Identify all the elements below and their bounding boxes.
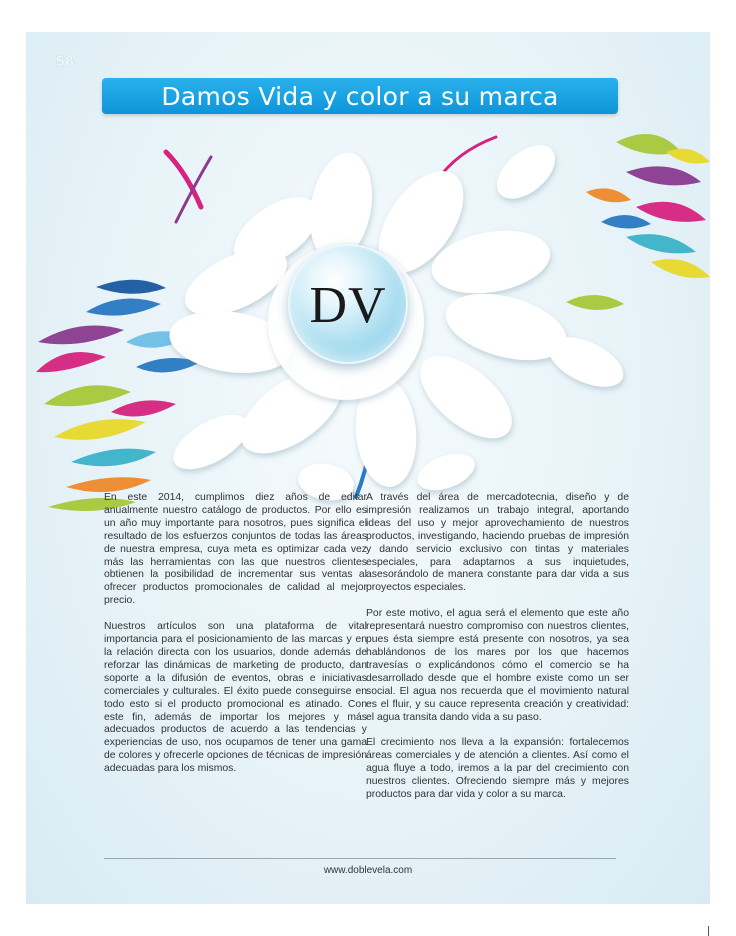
article-paragraph: En este 2014, cumplimos diez años de editar anualmente nuestro catálogo de productos. Por ello es un año muy importante para nosotros, pues significa el resultado de los esfuerzos conjuntos de todas las áreas de nuestra empresa, cuya meta es optimizar cada vez más las herramientas con las que nuestros clientes obtienen la posibilidad de incrementar sus ventas al ofrecer productos promocionales de calidad al mejor precio. [104,492,367,607]
page [26,32,710,904]
article-paragraph: A través del área de mercadotecnia, diseño y de impresión realizamos un trabajo integral, aportando ideas del uso y mejor aprovechamiento de nuestros productos, investigando, haciendo pruebas de impresión y dando servicio exclusivo con tintas y materiales especiales, para adaptarnos a sus inquietudes, asesorándolo de manera constante para dar vida a sus proyectos especiales. [366,492,629,594]
page-title: Damos Vida y color a su marca [161,81,559,111]
article-right-column [366,492,629,815]
dv-logo-text: DV [309,276,387,334]
article-paragraph: Por este motivo, el agua será el elemento que este año representará nuestro compromiso con nuestros clientes, pues ésta siempre está presente con nosotros, ya sea hablándonos de los mares por los que hacemos travesías o explicándonos cómo el comercio se ha desarrollado desde que el hombre existe como un ser social. El agua nos recuerda que el movimiento natural es el fluir, y su cauce representa creación y creatividad: el agua transita dando vida a su paso. [366,608,629,723]
crop-mark [708,926,709,936]
article-left-column [104,492,367,789]
left-droplets [36,280,201,511]
footer-divider [104,858,616,859]
footer-url: www.doblevela.com [323,865,413,876]
page-number: 58 [56,53,75,70]
article-paragraph: El crecimiento nos lleva a la expansión: fortalecemos áreas comerciales y de atención a clientes. Así como el agua fluye a todo, iremos a la par del crecimiento con nuestros clientes. Ofreciendo siempre más y mejores productos para dar vida y color a su marca. [366,737,629,801]
dv-logo-bubble [288,244,408,364]
article-paragraph: Nuestros artículos son una plataforma de vital importancia para el posicionamiento de las marcas y en la relación directa con los usuarios, donde además de reforzar las dinámicas de marketing de producto, dan soporte a la difusión de eventos, obras e iniciativas comerciales y culturales. El éxito puede conseguirse en todo esto si el producto promocional es atinado. Con este fin, además de importar los mejores y más adecuados productos de acuerdo a las tendencias y experiencias de uso, nos ocupamos de tener una gama de colores y ofrecerle opciones de técnicas de impresión adecuadas para los mismos. [104,621,367,775]
title-banner [102,78,618,114]
